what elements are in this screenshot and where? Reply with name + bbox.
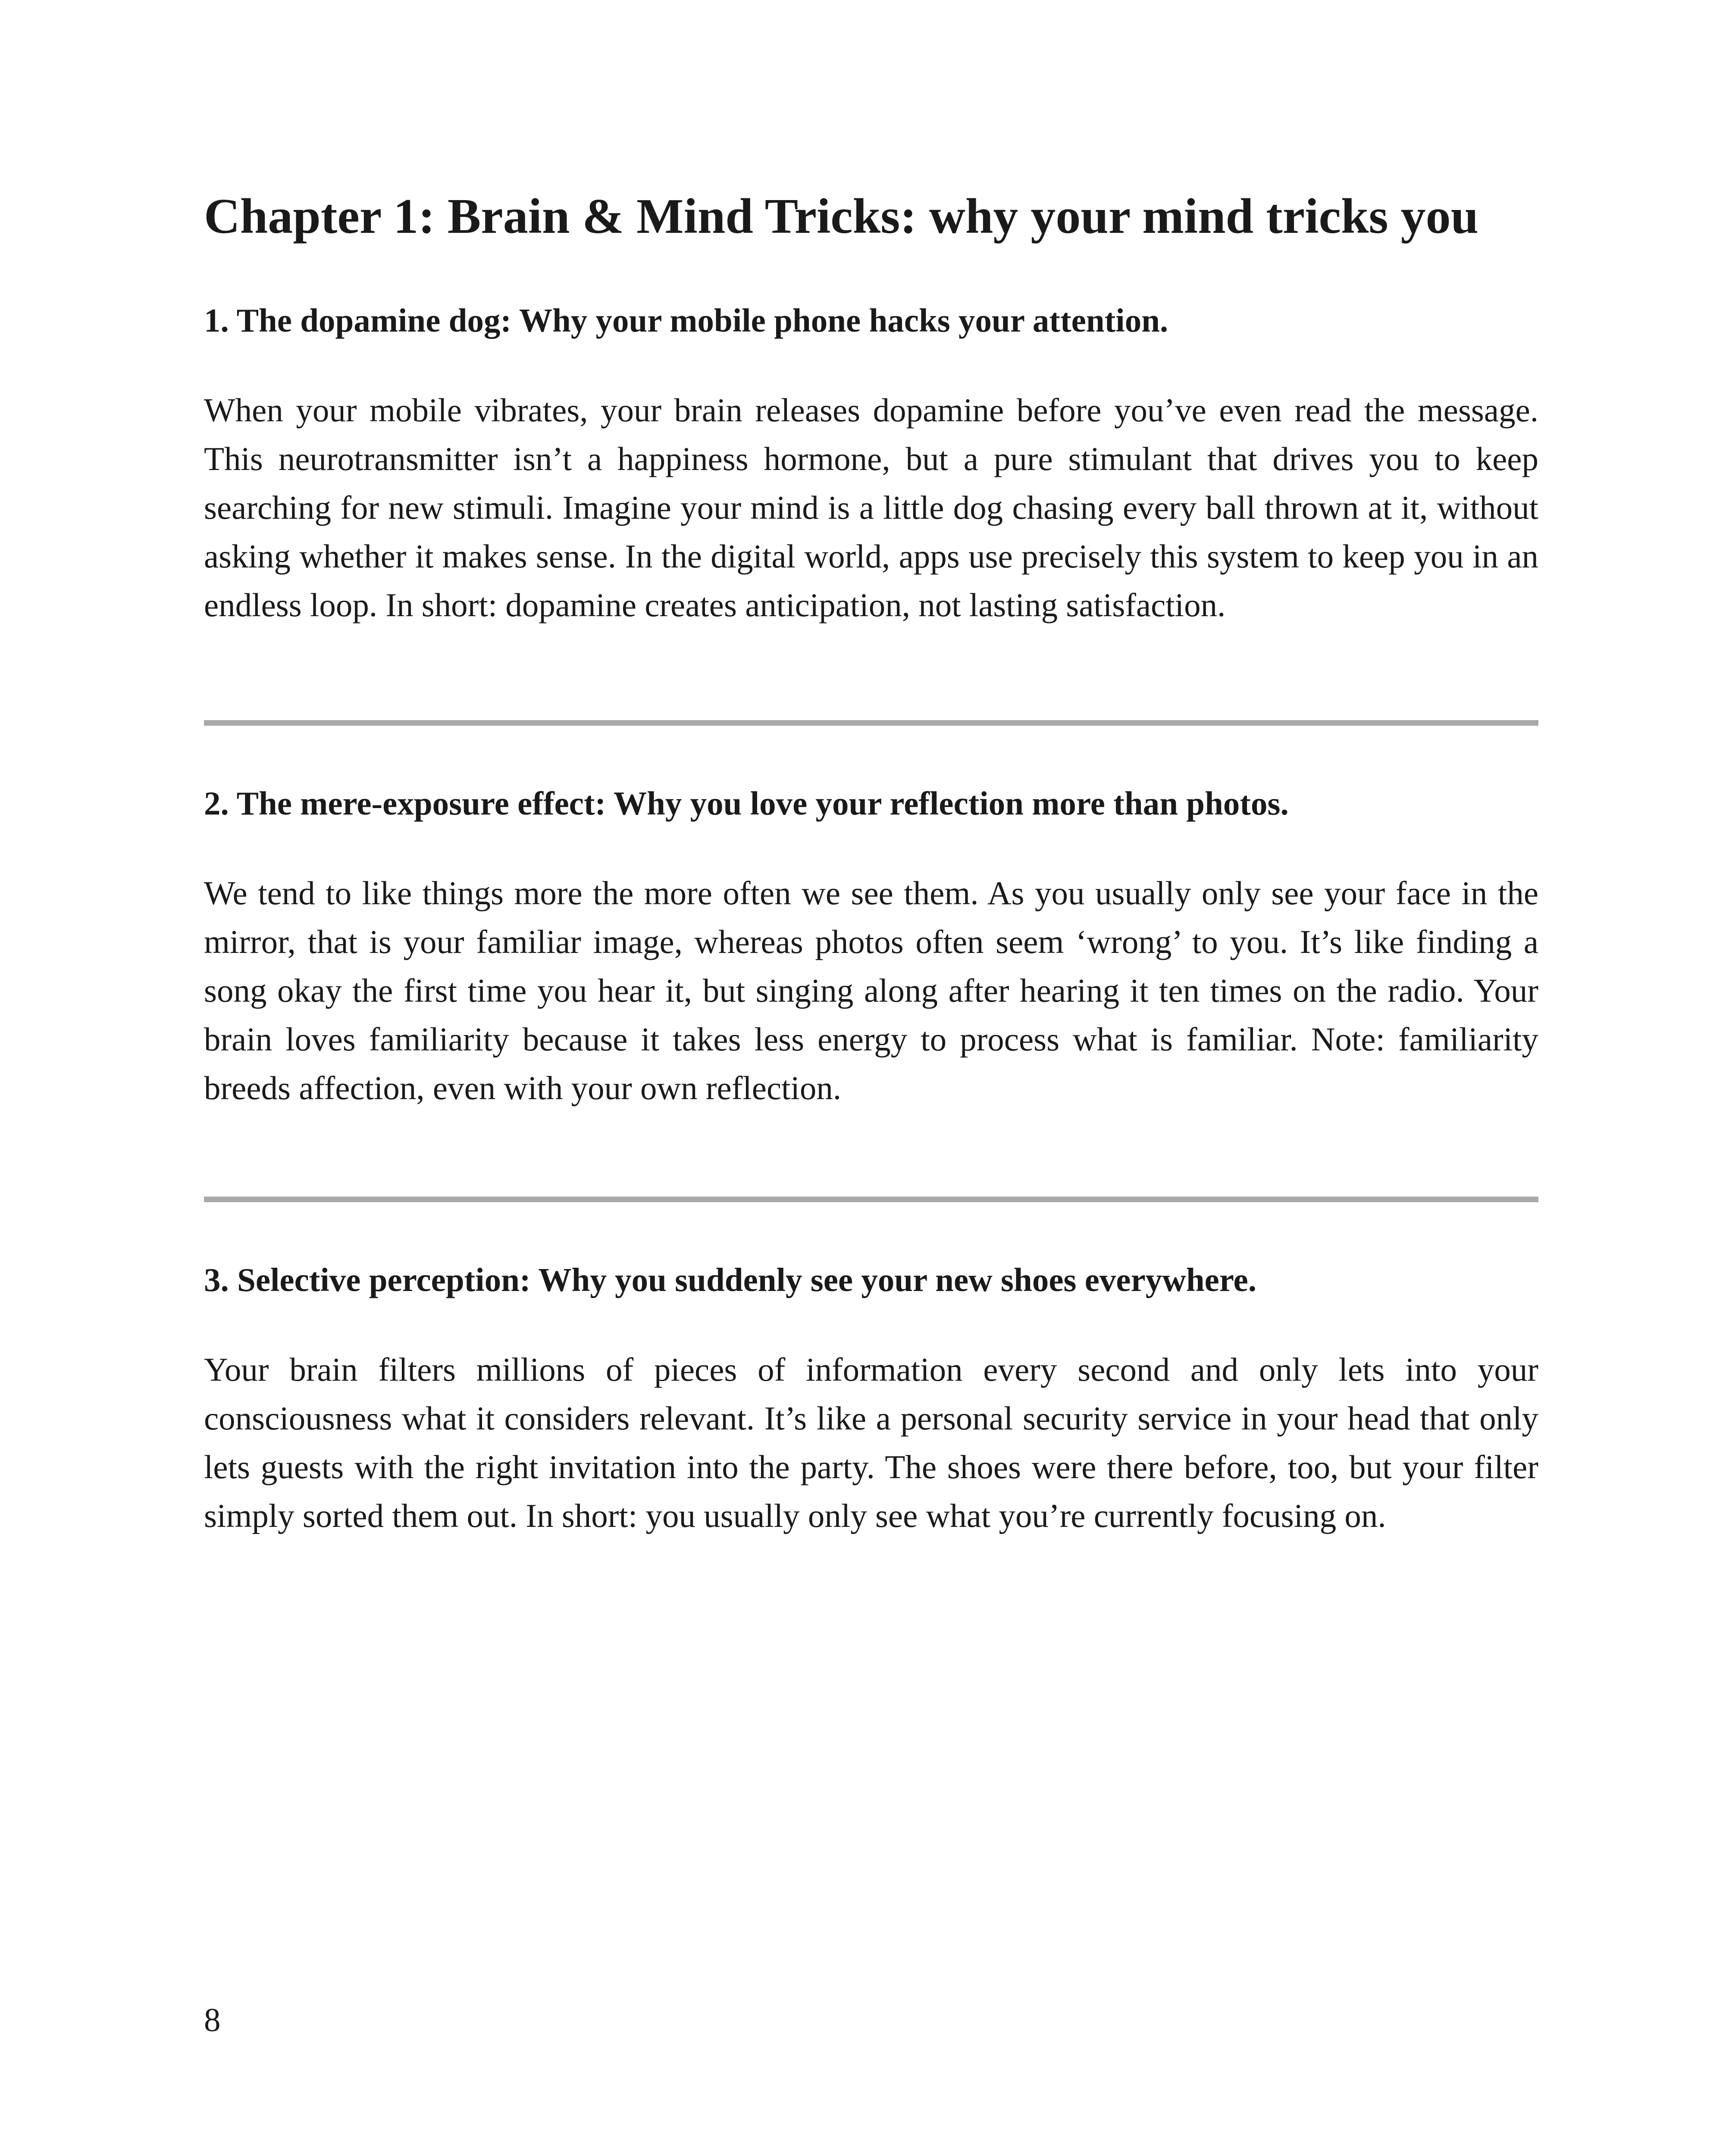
section-body-selective-perception: Your brain filters millions of pieces of information every second and only lets into your consciousness what it considers relevant. It’s like a personal security service in your head that only lets guests with the right invitation into the party. The shoes were there before, too, but your filter simply sorted them out. In short: you usually only see what you’re currently focusing on. bbox=[204, 1351, 1538, 1535]
section-body-mere-exposure: We tend to like things more the more often we see them. As you usually only see your face in the mirror, that is your familiar image, whereas photos often seem ‘wrong’ to you. It’s like finding a song okay the first time you hear it, but singing along after hearing it ten times on the radio. Your brain loves familiarity because it takes less energy to process what is familiar. Note: familiarity breeds affection, even with your own reflection. bbox=[204, 874, 1538, 1107]
section-divider bbox=[204, 720, 1538, 726]
section-heading-mere-exposure: 2. The mere-exposure effect: Why you love your reflection more than photos. bbox=[204, 785, 1289, 822]
section-heading-dopamine: 1. The dopamine dog: Why your mobile phone hacks your attention. bbox=[204, 302, 1168, 339]
section-divider bbox=[204, 1197, 1538, 1202]
chapter-title: Chapter 1: Brain & Mind Tricks: why your mind tricks you bbox=[204, 189, 1479, 244]
page-content bbox=[204, 185, 1538, 1540]
section-heading-selective-perception: 3. Selective perception: Why you suddenly see your new shoes everywhere. bbox=[204, 1261, 1257, 1299]
page-number: 8 bbox=[204, 2001, 221, 2038]
section-body-dopamine: When your mobile vibrates, your brain releases dopamine before you’ve even read the message. This neurotransmitter isn’t a happiness hormone, but a pure stimulant that drives you to keep searching for new stimuli. Imagine your mind is a little dog chasing every ball thrown at it, without asking whether it makes sense. In the digital world, apps use precisely this system to keep you in an endless loop. In short: dopamine creates anticipation, not lasting satisfaction. bbox=[204, 392, 1538, 624]
